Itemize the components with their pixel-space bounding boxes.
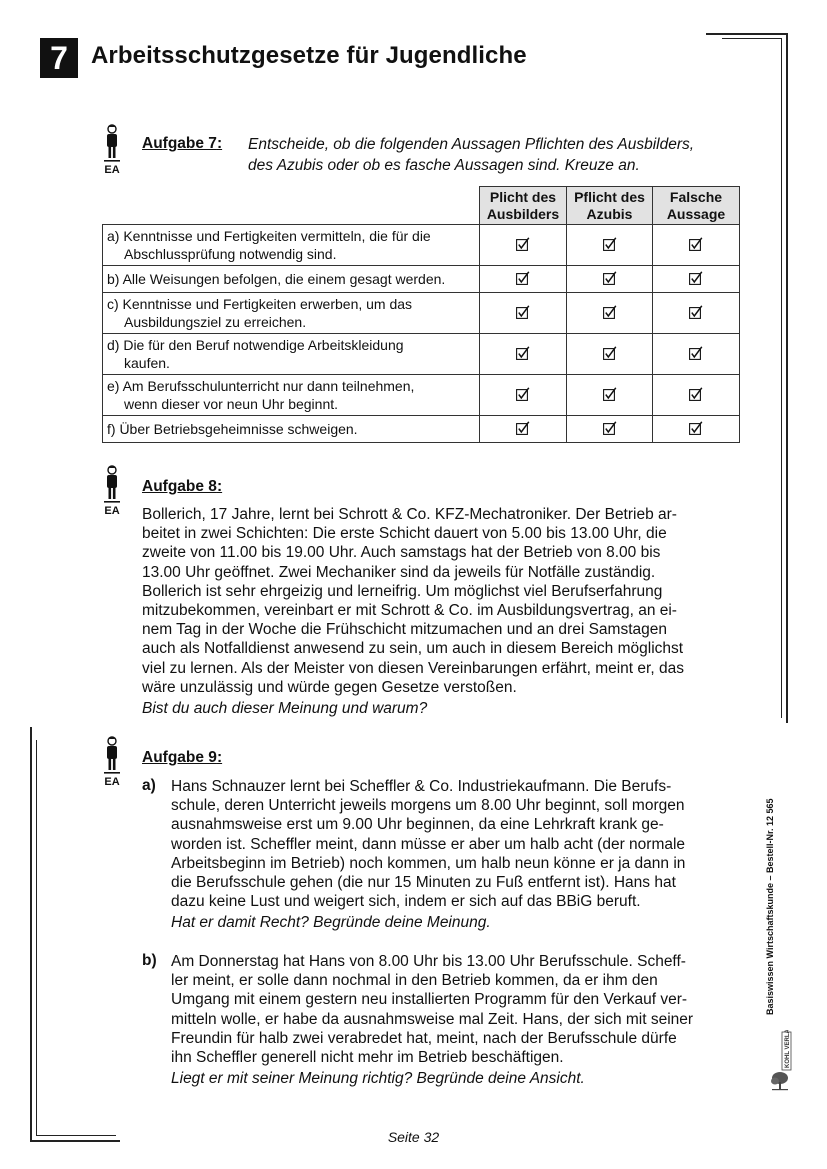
checkbox-checked-icon[interactable] bbox=[689, 305, 703, 319]
statement-text bbox=[107, 227, 475, 263]
checkbox-cell[interactable] bbox=[567, 293, 653, 334]
text-line: Hans Schnauzer lernt bei Scheffler & Co. Industriekaufmann. Die Berufs- bbox=[171, 778, 672, 795]
checkbox-cell[interactable] bbox=[653, 375, 740, 416]
statement-line: c) Kenntnisse und Fertigkeiten erwerben, um das bbox=[107, 296, 413, 312]
table-row bbox=[103, 416, 740, 443]
task7-instruction bbox=[248, 134, 694, 176]
person-icon bbox=[100, 124, 124, 164]
table-row bbox=[103, 225, 740, 266]
table-header-blank bbox=[103, 187, 480, 225]
header-line: Ausbilders bbox=[486, 205, 560, 222]
text-line: mitteln wolle, er habe da ausnahmsweise mal Zeit. Hans, der sich mit seiner bbox=[171, 1010, 694, 1028]
ea-person-icon-task8 bbox=[100, 465, 124, 517]
text-line: die Berufsschule gehen (die nur 15 Minuten zu Fuß entfernt ist). Hans hat bbox=[171, 874, 676, 892]
header-line: Azubis bbox=[586, 205, 633, 222]
ea-person-icon-task7 bbox=[100, 124, 124, 176]
checkbox-checked-icon[interactable] bbox=[516, 421, 530, 435]
table-header-row bbox=[103, 187, 740, 225]
header-line: Falsche bbox=[669, 188, 723, 205]
publisher-logo bbox=[769, 1030, 795, 1092]
header-line: Aussage bbox=[666, 205, 726, 222]
side-publication-text: Basiswissen Wirtschaftskunde – Bestell-Nr. 12 565 bbox=[765, 798, 775, 1015]
text-line: worden ist. Scheffler meint, dann müsse er aber um halb acht (der normale bbox=[171, 835, 686, 853]
checkbox-checked-icon[interactable] bbox=[603, 237, 617, 251]
header-azubi bbox=[567, 187, 653, 225]
checkbox-cell[interactable] bbox=[653, 225, 740, 266]
statement-text bbox=[107, 336, 475, 372]
frame-line-right-inner bbox=[781, 38, 782, 718]
checkbox-checked-icon[interactable] bbox=[689, 237, 703, 251]
statement-cell bbox=[103, 375, 480, 416]
text-line: schule, deren Unterricht jeweils morgens um 8.00 Uhr beginnt, soll morgen bbox=[171, 797, 685, 815]
checkbox-cell[interactable] bbox=[653, 293, 740, 334]
checkbox-cell[interactable] bbox=[480, 416, 567, 443]
frame-line-left-inner bbox=[36, 740, 37, 1136]
text-line: Arbeitsbeginn im Betrieb) noch kommen, um halb neun könne er ja dann in bbox=[171, 854, 686, 872]
checkbox-cell[interactable] bbox=[567, 416, 653, 443]
ea-label: EA bbox=[104, 164, 120, 176]
statement-cell bbox=[103, 334, 480, 375]
task9b-text bbox=[171, 952, 693, 1088]
instruction-line: des Azubis oder ob es fasche Aussagen sind. Kreuze an. bbox=[248, 157, 640, 174]
text-line: viel zu lernen. Als der Meister von diesen Vereinbarungen erfährt, meint er, das bbox=[142, 659, 684, 677]
task8-label-text: Aufgabe 8 bbox=[142, 478, 217, 495]
checkbox-checked-icon[interactable] bbox=[516, 305, 530, 319]
table-row bbox=[103, 375, 740, 416]
task7-label-colon: : bbox=[216, 135, 223, 152]
statement-line: Ausbildungsziel zu erreichen. bbox=[124, 314, 307, 330]
statement-cell bbox=[103, 416, 480, 443]
checkbox-checked-icon[interactable] bbox=[516, 271, 530, 285]
text-line: Bollerich ist sehr ehrgeizig und lerneifrig. Um möglichst viel Berufserfahrung bbox=[142, 582, 663, 600]
checkbox-checked-icon[interactable] bbox=[516, 387, 530, 401]
frame-line-left bbox=[30, 727, 32, 1142]
task9-label-colon: : bbox=[216, 749, 223, 766]
publisher-logo-text: KOHL VERLAG bbox=[785, 1030, 791, 1068]
text-line: Bollerich, 17 Jahre, lernt bei Schrott & Co. KFZ-Mechatroniker. Der Betrieb ar- bbox=[142, 506, 677, 523]
statement-line: a) Kenntnisse und Fertigkeiten vermitteln, die für die bbox=[107, 228, 431, 244]
statement-text bbox=[107, 420, 475, 438]
table-row bbox=[103, 334, 740, 375]
task9b-letter: b) bbox=[142, 952, 157, 969]
frame-line-top-right bbox=[706, 33, 788, 35]
instruction-line: Entscheide, ob die folgenden Aussagen Pflichten des Ausbilders, bbox=[248, 136, 695, 153]
statement-line: kaufen. bbox=[124, 355, 170, 371]
checkbox-cell[interactable] bbox=[480, 293, 567, 334]
table-row bbox=[103, 293, 740, 334]
statement-text bbox=[107, 270, 475, 288]
text-line: wäre unzulässig und würde gegen Gesetze verstoßen. bbox=[142, 678, 517, 696]
statement-line: e) Am Berufsschulunterricht nur dann teilnehmen, bbox=[107, 378, 415, 394]
checkbox-checked-icon[interactable] bbox=[603, 387, 617, 401]
person-icon bbox=[100, 736, 124, 776]
task9-label bbox=[142, 749, 222, 767]
checkbox-checked-icon[interactable] bbox=[689, 271, 703, 285]
checkbox-cell[interactable] bbox=[567, 266, 653, 293]
text-line: dazu keine Lust und weigert sich, indem er sich auf das BBiG beruft. bbox=[171, 893, 641, 911]
question-text: Hat er damit Recht? Begründe deine Meinung. bbox=[171, 914, 491, 932]
page-title: Arbeitsschutzgesetze für Jugendliche bbox=[91, 42, 527, 69]
text-line: zweite von 11.00 bis 19.00 Uhr. Auch samstags hat der Betrieb von 8.00 bis bbox=[142, 544, 661, 562]
text-line: ler meint, er solle dann nochmal in den Betrieb kommen, da er ihm den bbox=[171, 972, 658, 990]
checkbox-checked-icon[interactable] bbox=[603, 305, 617, 319]
page-number: Seite 32 bbox=[387, 1129, 440, 1145]
question-text: Liegt er mit seiner Meinung richtig? Begründe deine Ansicht. bbox=[171, 1070, 585, 1088]
task7-table bbox=[102, 186, 740, 443]
frame-line-top-right-inner bbox=[722, 38, 782, 39]
checkbox-cell[interactable] bbox=[567, 334, 653, 375]
checkbox-checked-icon[interactable] bbox=[603, 271, 617, 285]
task9a-text bbox=[171, 777, 685, 933]
checkbox-cell[interactable] bbox=[653, 334, 740, 375]
checkbox-cell[interactable] bbox=[653, 266, 740, 293]
statement-line: f) Über Betriebsgeheimnisse schweigen. bbox=[107, 421, 358, 437]
checkbox-checked-icon[interactable] bbox=[603, 421, 617, 435]
ea-label: EA bbox=[104, 776, 120, 788]
checkbox-cell[interactable] bbox=[567, 225, 653, 266]
header-line: Plicht des bbox=[489, 188, 557, 205]
checkbox-checked-icon[interactable] bbox=[603, 346, 617, 360]
statement-line: Abschlussprüfung notwendig sind. bbox=[124, 246, 337, 262]
task8-label bbox=[142, 478, 222, 496]
task9-label-text: Aufgabe 9 bbox=[142, 749, 217, 766]
text-line: ausnahmsweise erst um 9.00 Uhr beginnen, da eine Lehrkraft krank ge- bbox=[171, 816, 664, 834]
checkbox-cell[interactable] bbox=[480, 334, 567, 375]
header-falsch bbox=[653, 187, 740, 225]
text-line: ihn Scheffler generell nicht mehr im Betrieb beschäftigen. bbox=[171, 1049, 564, 1067]
checkbox-cell[interactable] bbox=[567, 375, 653, 416]
checkbox-checked-icon[interactable] bbox=[689, 346, 703, 360]
chapter-number: 7 bbox=[40, 38, 78, 78]
statement-line: d) Die für den Beruf notwendige Arbeitskleidung bbox=[107, 337, 404, 353]
checkbox-cell[interactable] bbox=[480, 225, 567, 266]
task7-label-text: Aufgabe 7 bbox=[142, 135, 217, 152]
task8-text bbox=[142, 505, 684, 718]
table-row bbox=[103, 266, 740, 293]
statement-cell bbox=[103, 225, 480, 266]
checkbox-checked-icon[interactable] bbox=[516, 346, 530, 360]
text-line: auch als Notfalldienst anwesend zu sein, um auch in diesem Bereich möglichst bbox=[142, 640, 684, 658]
task7-label bbox=[142, 135, 222, 153]
statement-line: wenn dieser vor neun Uhr beginnt. bbox=[124, 396, 339, 412]
text-line: Am Donnerstag hat Hans von 8.00 Uhr bis 13.00 Uhr Berufsschule. Scheff- bbox=[171, 953, 686, 970]
checkbox-cell[interactable] bbox=[480, 375, 567, 416]
statement-line: b) Alle Weisungen befolgen, die einem gesagt werden. bbox=[107, 271, 446, 287]
checkbox-checked-icon[interactable] bbox=[516, 237, 530, 251]
checkbox-checked-icon[interactable] bbox=[689, 387, 703, 401]
checkbox-checked-icon[interactable] bbox=[689, 421, 703, 435]
text-line: Freundin für halb zwei verabredet hat, meint, nach der Berufsschule dürfe bbox=[171, 1029, 677, 1047]
checkbox-cell[interactable] bbox=[480, 266, 567, 293]
statement-cell bbox=[103, 293, 480, 334]
text-line: mitzubekommen, vereinbart er mit Schrott & Co. im Ausbildungsvertrag, an ei- bbox=[142, 602, 677, 620]
person-icon bbox=[100, 465, 124, 505]
header-line: Pflicht des bbox=[574, 188, 645, 205]
header-ausbilder bbox=[480, 187, 567, 225]
statement-text bbox=[107, 377, 475, 413]
text-line: nem Tag in der Woche die Frühschicht mitzumachen und an drei Samstagen bbox=[142, 621, 667, 639]
text-line: Umgang mit einem gestern neu installierten Programm für den Verkauf ver- bbox=[171, 991, 688, 1009]
question-text: Bist du auch dieser Meinung und warum? bbox=[142, 700, 428, 718]
text-line: beitet in zwei Schichten: Die erste Schicht dauert von 5.00 bis 13.00 Uhr, die bbox=[142, 525, 667, 543]
frame-line-right bbox=[786, 33, 788, 723]
task8-label-colon: : bbox=[216, 478, 223, 495]
task7-table-body bbox=[103, 225, 740, 443]
statement-text bbox=[107, 295, 475, 331]
text-line: 13.00 Uhr geöffnet. Zwei Mechaniker sind da jeweils für Notfälle zuständig. bbox=[142, 563, 656, 581]
tree-logo-icon bbox=[769, 1030, 795, 1092]
ea-label: EA bbox=[104, 505, 120, 517]
task9a-letter: a) bbox=[142, 777, 156, 794]
statement-cell bbox=[103, 266, 480, 293]
checkbox-cell[interactable] bbox=[653, 416, 740, 443]
ea-person-icon-task9 bbox=[100, 736, 124, 788]
